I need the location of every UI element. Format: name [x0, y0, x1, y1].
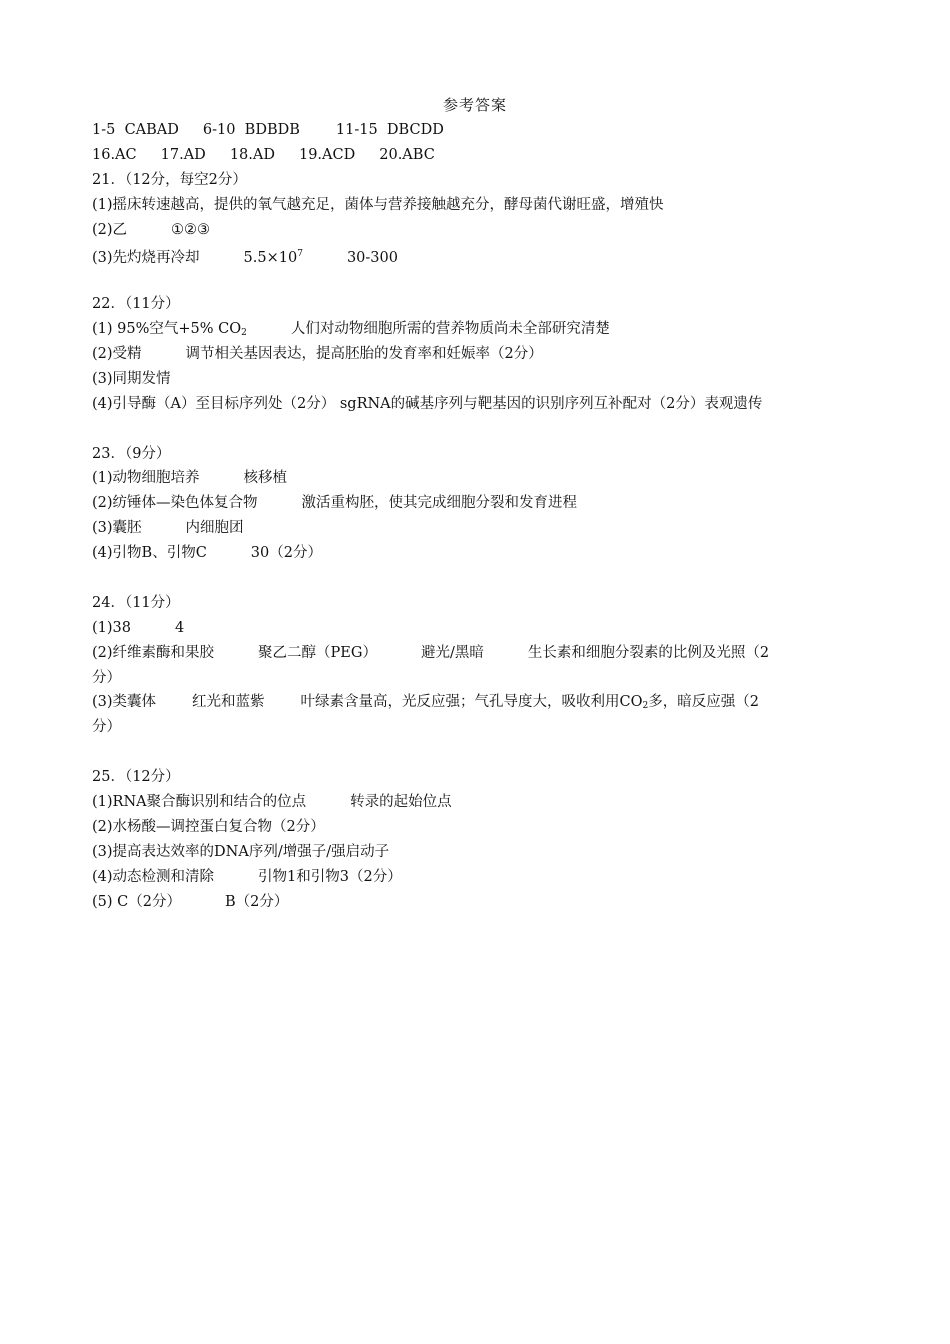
q24-answer-2: (2)纤维素酶和果胶 聚乙二醇（PEG） 避光/黑暗 生长素和细胞分裂素的比例及光照（2: [92, 644, 770, 661]
q23-header: 23．（9分）: [92, 445, 171, 462]
mc-group-6-10: 6-10 BDBDB: [202, 122, 300, 138]
q23-answer-1: (1)动物细胞培养 核移植: [92, 470, 288, 487]
q22-answer-3: (3)同期发情: [92, 370, 171, 387]
answer-content: [92, 118, 862, 915]
q24-header: 24．（11分）: [92, 594, 180, 611]
mc-row-2: [92, 143, 862, 168]
q21-answer-3: (3)先灼烧再冷却 $5.5\times 10^7$ 30-300: [92, 249, 398, 267]
q22-answer-4: (4)引导酶（A）至目标序列处（2分） sgRNA的碱基序列与靶基因的识别序列互补配对（2分）表观遗传: [92, 395, 763, 412]
q22-header: 22．（11分）: [92, 296, 180, 313]
q25-answer-2: (2)水杨酸—调控蛋白复合物（2分）: [92, 818, 325, 835]
q24-answer-2-cont: 分）: [92, 669, 121, 686]
q23-answer-2: (2)纺锤体—染色体复合物 激活重构胚，使其完成细胞分裂和发育进程: [92, 495, 578, 512]
mc-answer-16: 16.AC: [92, 146, 137, 163]
q25-answer-4: (4)动态检测和清除 引物1和引物3（2分）: [92, 868, 402, 885]
q24-answer-1: (1)38 4: [92, 619, 185, 636]
mc-answer-17: 17.AD: [160, 146, 206, 163]
q24-answer-3: (3)类囊体 红光和蓝紫 叶绿素含量高，光反应强；气孔导度大，吸收利用$CO_2$多，暗反应强（2: [92, 694, 759, 712]
q25-header: 25．（12分）: [92, 769, 180, 786]
q22-answer-2: (2)受精 调节相关基因表达，提高胚胎的发育率和妊娠率（2分）: [92, 346, 543, 363]
q25-answer-1: (1)RNA聚合酶识别和结合的位点 转录的起始位点: [92, 794, 452, 811]
q21-answer-2: (2)乙 ①②③: [92, 221, 211, 238]
mc-group-11-15: 11-15 DBCDD: [335, 122, 444, 138]
q22-answer-1: (1) 95%空气+5% $CO_2$ 人们对动物细胞所需的营养物质尚未全部研究清楚: [92, 321, 610, 339]
q21-answer-1: (1)摇床转速越高，提供的氧气越充足，菌体与营养接触越充分，酵母菌代谢旺盛，增殖快: [92, 196, 664, 213]
q23-answer-3: (3)囊胚 内细胞团: [92, 520, 244, 537]
mc-row-1: [92, 118, 862, 143]
page-title: 参考答案: [442, 96, 507, 114]
q23-answer-4: (4)引物B、引物C 30（2分）: [92, 545, 322, 562]
q25-answer-3: (3)提高表达效率的DNA序列/增强子/强启动子: [92, 843, 390, 860]
q24-answer-3-cont: 分）: [92, 719, 121, 736]
q25-answer-5: (5) C（2分） B（2分）: [92, 893, 289, 910]
mc-answer-19: 19.ACD: [298, 146, 356, 163]
mc-answer-20: 20.ABC: [379, 146, 435, 163]
mc-answer-18: 18.AD: [229, 146, 275, 163]
q21-header: 21．（12分，每空2分）: [92, 171, 247, 188]
mc-group-1-5: 1-5 CABAD: [92, 122, 179, 138]
